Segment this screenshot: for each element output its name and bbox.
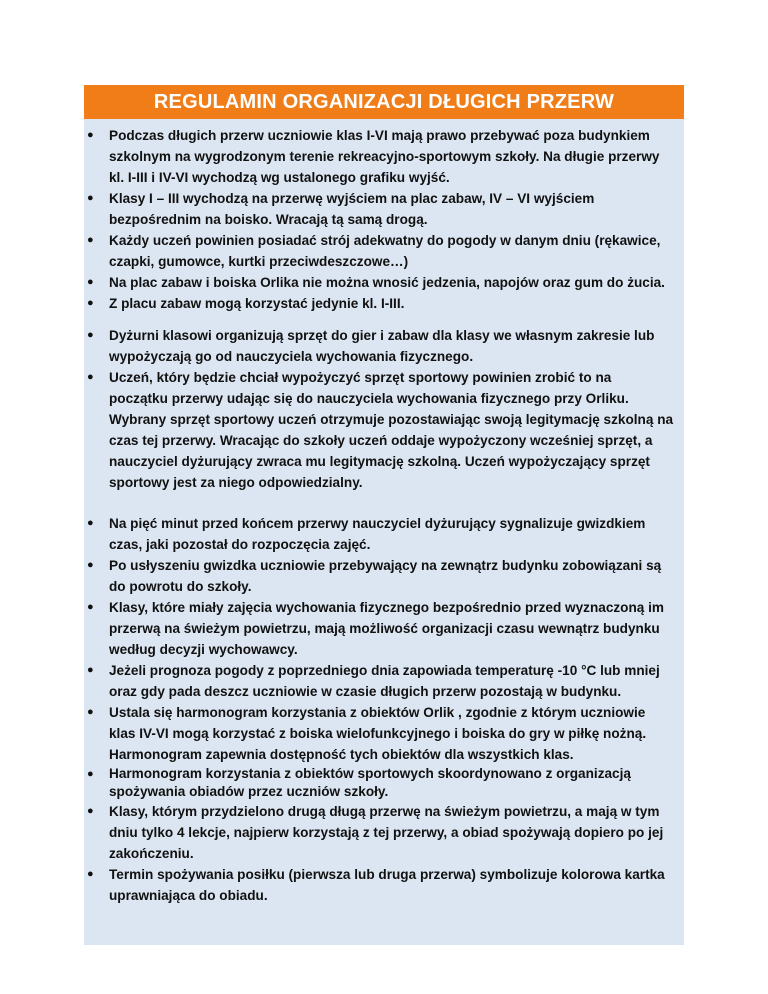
rule-text: Termin spożywania posiłku (pierwsza lub druga przerwa) symbolizuje kolorowa kartka uprawniająca do obiadu. bbox=[109, 867, 665, 903]
rule-text: Jeżeli prognoza pogody z poprzedniego dnia zapowiada temperaturę -10 °C lub mniej oraz gdy pada deszcz uczniowie w czasie długich przerw pozostają w budynku. bbox=[109, 663, 660, 699]
bullet-icon: ● bbox=[87, 664, 94, 676]
rule-item bbox=[84, 702, 684, 765]
bullet-icon: ● bbox=[87, 192, 94, 204]
bullet-icon: ● bbox=[87, 234, 94, 246]
rules-group-2 bbox=[84, 325, 684, 493]
page-title: REGULAMIN ORGANIZACJI DŁUGICH PRZERW bbox=[84, 85, 684, 119]
bullet-icon: ● bbox=[87, 129, 94, 141]
bullet-icon: ● bbox=[87, 329, 94, 341]
rule-item bbox=[84, 513, 684, 555]
rule-item bbox=[84, 188, 684, 230]
rule-item bbox=[84, 293, 684, 314]
rule-text: Ustala się harmonogram korzystania z obiektów Orlik , zgodnie z którym uczniowie klas IV-VI mogą korzystać z boiska wielofunkcyjnego i boiska do gry w piłkę nożną. Harmonogram zapewnia dostępność tych obiektów dla wszystkich klas. bbox=[109, 705, 647, 762]
rule-text: Klasy, które miały zajęcia wychowania fizycznego bezpośrednio przed wyznaczoną im przerwą na świeżym powietrzu, mają możliwość organizacji czasu wewnątrz budynku według decyzji wychowawcy. bbox=[109, 600, 664, 657]
rule-item bbox=[84, 325, 684, 367]
rule-item bbox=[84, 801, 684, 864]
rule-text: Uczeń, który będzie chciał wypożyczyć sprzęt sportowy powinien zrobić to na początku przerwy udając się do nauczyciela wychowania fizycznego przy Orliku. Wybrany sprzęt sportowy uczeń otrzymuje pozostawiając swoją legitymację szkolną na czas tej przerwy. Wracając do szkoły uczeń oddaje wypożyczony wcześniej sprzęt, a nauczyciel dyżurujący zwraca mu legitymację szkolną. Uczeń wypożyczający sprzęt sportowy jest za niego odpowiedzialny. bbox=[109, 370, 674, 490]
bullet-icon: ● bbox=[87, 706, 94, 718]
rule-item bbox=[84, 555, 684, 597]
bullet-icon: ● bbox=[87, 517, 94, 529]
rule-text: Na pięć minut przed końcem przerwy nauczyciel dyżurujący sygnalizuje gwizdkiem czas, jaki pozostał do rozpoczęcia zajęć. bbox=[109, 516, 646, 552]
rule-text: Harmonogram korzystania z obiektów sportowych skoordynowano z organizacją spożywania obiadów przez uczniów szkoły. bbox=[109, 766, 631, 799]
rule-text: Klasy, którym przydzielono drugą długą przerwę na świeżym powietrzu, a mają w tym dniu tylko 4 lekcje, najpierw korzystają z tej przerwy, a obiad spożywają dopiero po jej zakończeniu. bbox=[109, 804, 664, 861]
rule-text: Z placu zabaw mogą korzystać jedynie kl. I-III. bbox=[109, 296, 405, 311]
bullet-icon: ● bbox=[87, 768, 94, 780]
rules-group-1 bbox=[84, 125, 684, 314]
rule-item bbox=[84, 230, 684, 272]
rule-item bbox=[84, 765, 684, 801]
rule-item bbox=[84, 272, 684, 293]
rule-text: Na plac zabaw i boiska Orlika nie można wnosić jedzenia, napojów oraz gum do żucia. bbox=[109, 275, 665, 290]
rule-text: Każdy uczeń powinien posiadać strój adekwatny do pogody w danym dniu (rękawice, czapki, gumowce, kurtki przeciwdeszczowe…) bbox=[109, 233, 661, 269]
bullet-icon: ● bbox=[87, 601, 94, 613]
bullet-icon: ● bbox=[87, 868, 94, 880]
rule-item bbox=[84, 125, 684, 188]
rule-item bbox=[84, 864, 684, 906]
rule-text: Po usłyszeniu gwizdka uczniowie przebywający na zewnątrz budynku zobowiązani są do powrotu do szkoły. bbox=[109, 558, 662, 594]
rule-item bbox=[84, 660, 684, 702]
rules-sheet bbox=[84, 85, 684, 945]
bullet-icon: ● bbox=[87, 805, 94, 817]
rule-text: Dyżurni klasowi organizują sprzęt do gier i zabaw dla klasy we własnym zakresie lub wypożyczają go od nauczyciela wychowania fizycznego. bbox=[109, 328, 655, 364]
rule-text: Klasy I – III wychodzą na przerwę wyjściem na plac zabaw, IV – VI wyjściem bezpośrednim na boisko. Wracają tą samą drogą. bbox=[109, 191, 595, 227]
rule-item bbox=[84, 597, 684, 660]
bullet-icon: ● bbox=[87, 276, 94, 288]
rule-text: Podczas długich przerw uczniowie klas I-VI mają prawo przebywać poza budynkiem szkolnym na wygrodzonym terenie rekreacyjno-sportowym szkoły. Na długie przerwy kl. I-III i IV-VI wychodzą wg ustalonego grafiku wyjść. bbox=[109, 128, 660, 185]
bullet-icon: ● bbox=[87, 297, 94, 309]
rule-item bbox=[84, 367, 684, 493]
bullet-icon: ● bbox=[87, 371, 94, 383]
bullet-icon: ● bbox=[87, 559, 94, 571]
rules-group-3 bbox=[84, 513, 684, 906]
